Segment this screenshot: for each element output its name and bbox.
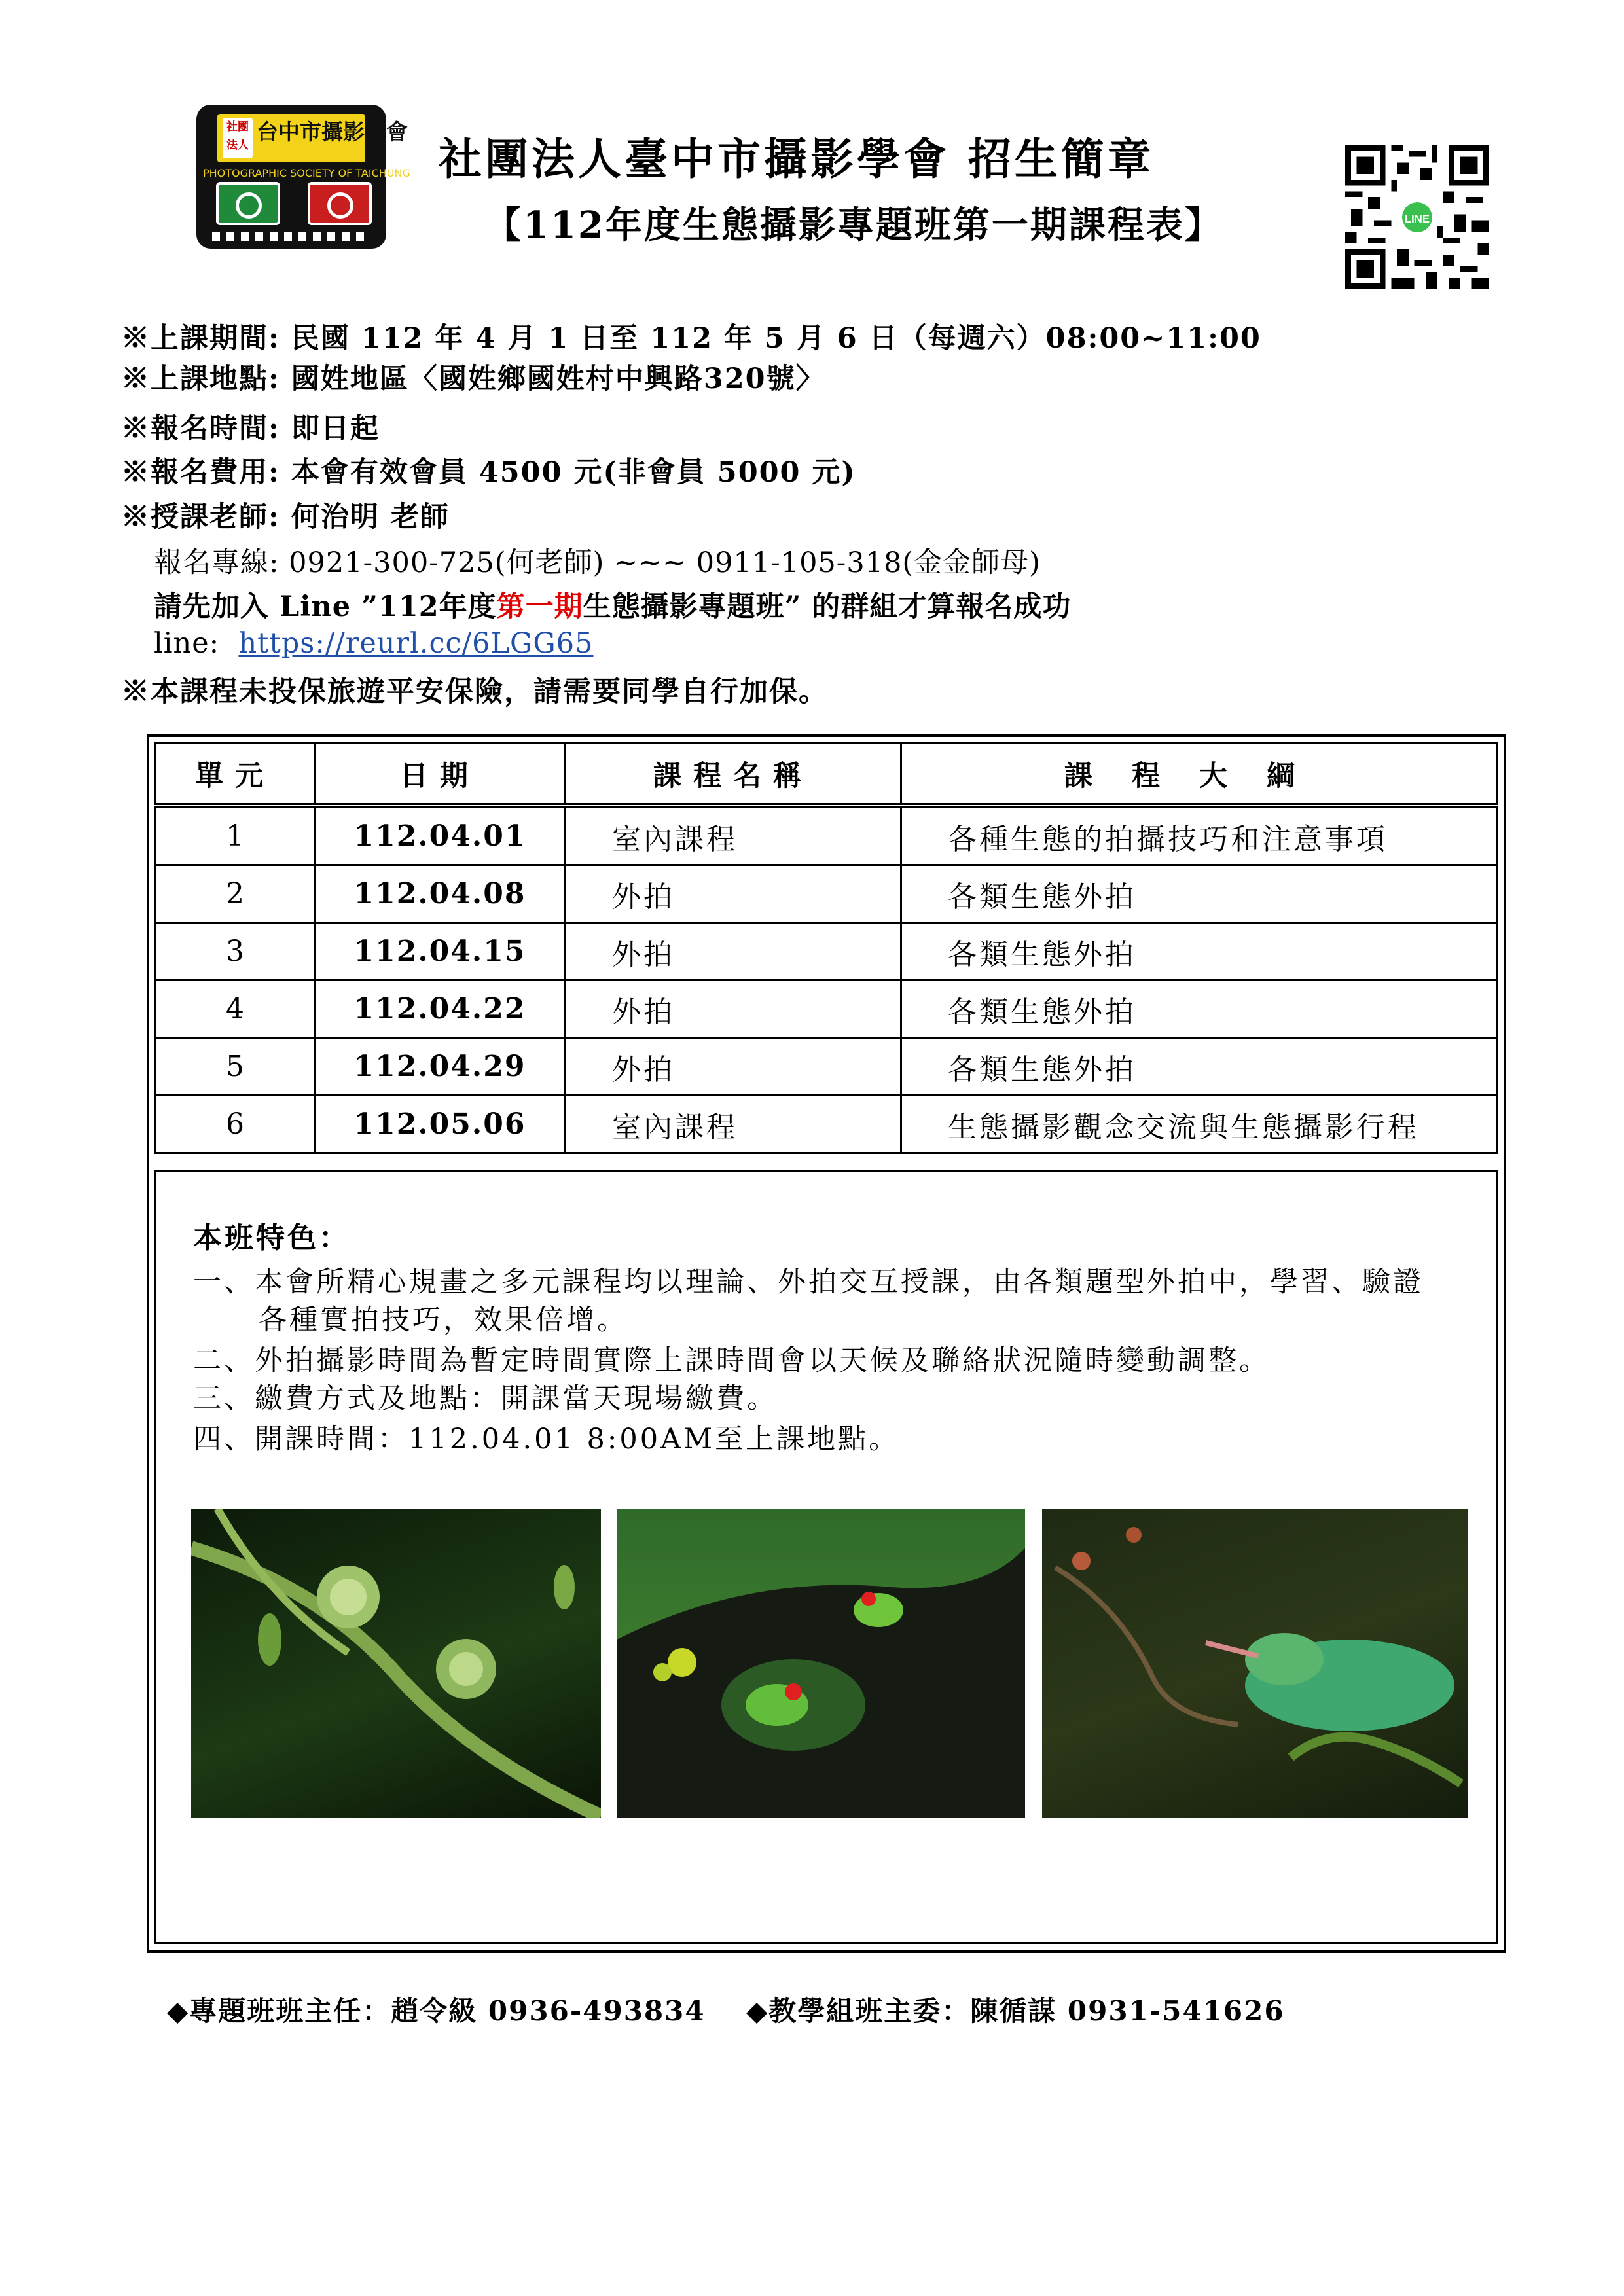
cell-date: 112.04.01	[315, 806, 566, 865]
logo-seal: 社團法人	[223, 118, 253, 158]
info-hotline: 報名專線: 0921-300-725(何老師) ~~~ 0911-105-318(金金師母)	[154, 547, 1041, 579]
info-line-link	[154, 627, 593, 660]
table-row	[156, 806, 1498, 865]
cell-course-name: 室內課程	[566, 1096, 901, 1153]
page-title: 社團法人臺中市攝影學會 招生簡章	[439, 134, 1154, 185]
cell-date: 112.05.06	[315, 1096, 566, 1153]
footer-teaching-chair: ◆教學組班主委：陳循謀 0931-541626	[746, 1995, 1285, 2027]
cell-unit: 4	[156, 980, 315, 1038]
feature-item-2: 二、外拍攝影時間為暫定時間實際上課時間會以天候及聯絡狀況隨時變動調整。	[193, 1344, 1270, 1377]
society-logo	[196, 105, 410, 249]
table-row	[156, 865, 1498, 923]
cell-outline: 各類生態外拍	[901, 923, 1498, 980]
feature-item-1: 一、本會所精心規畫之多元課程均以理論、外拍交互授課，由各類題型外拍中，學習、驗證	[193, 1266, 1424, 1299]
cell-course-name: 外拍	[566, 980, 901, 1038]
table-header-row	[156, 744, 1498, 806]
cell-outline: 生態攝影觀念交流與生態攝影行程	[901, 1096, 1498, 1153]
cell-unit: 5	[156, 1038, 315, 1096]
cell-unit: 2	[156, 865, 315, 923]
camera-icon	[216, 182, 280, 225]
table-row	[156, 1096, 1498, 1153]
logo-name-banner	[217, 114, 408, 162]
feature-item-4: 四、開課時間：112.04.01 8:00AM至上課地點。	[193, 1423, 900, 1456]
cell-date: 112.04.15	[315, 923, 566, 980]
line-label: line:	[154, 627, 220, 660]
cell-unit: 1	[156, 806, 315, 865]
qr-line-badge: LINE	[1404, 212, 1430, 225]
video-camera-icon	[308, 182, 372, 225]
page-subtitle: 【112年度生態攝影專題班第一期課程表】	[484, 204, 1223, 247]
photo-snails	[191, 1509, 601, 1818]
cell-outline: 各類生態外拍	[901, 980, 1498, 1038]
line-join-text-before: 請先加入 Line ”112年度	[154, 590, 497, 623]
features-title: 本班特色：	[193, 1221, 350, 1255]
cell-course-name: 室內課程	[566, 806, 901, 865]
info-location: ※上課地點: 國姓地區〈國姓鄉國姓村中興路320號〉	[121, 363, 825, 395]
table-row	[156, 923, 1498, 980]
cell-outline: 各類生態外拍	[901, 865, 1498, 923]
logo-name: 台中市攝影學會	[257, 119, 408, 145]
feature-item-3: 三、繳費方式及地點：開課當天現場繳費。	[193, 1382, 778, 1415]
info-signup-time: ※報名時間: 即日起	[121, 412, 380, 445]
line-url-link[interactable]: https://reurl.cc/6LGG65	[238, 627, 594, 660]
header-unit: 單元	[156, 744, 315, 806]
cell-unit: 6	[156, 1096, 315, 1153]
cell-date: 112.04.22	[315, 980, 566, 1038]
info-teacher: ※授課老師: 何治明 老師	[121, 501, 450, 533]
course-schedule-table	[154, 742, 1498, 1154]
info-period: ※上課期間: 民國 112 年 4 月 1 日至 112 年 5 月 6 日（每週六）08:00~11:00	[121, 322, 1261, 355]
logo-english: PHOTOGRAPHIC SOCIETY OF TAICHUNG	[203, 167, 410, 179]
info-line-join	[154, 584, 1071, 624]
cell-unit: 3	[156, 923, 315, 980]
info-insurance: ※本課程未投保旅遊平安保險，請需要同學自行加保。	[121, 675, 828, 708]
line-join-highlight: 第一期	[496, 590, 583, 623]
table-row	[156, 980, 1498, 1038]
film-strip-icon	[212, 232, 370, 241]
header-outline: 課程大綱	[901, 744, 1498, 806]
line-join-text-after: 生態攝影專題班” 的群組才算報名成功	[583, 590, 1072, 623]
cell-date: 112.04.08	[315, 865, 566, 923]
cell-outline: 各類生態外拍	[901, 1038, 1498, 1096]
cell-course-name: 外拍	[566, 865, 901, 923]
info-fee: ※報名費用: 本會有效會員 4500 元(非會員 5000 元)	[121, 456, 856, 489]
table-row	[156, 1038, 1498, 1096]
cell-course-name: 外拍	[566, 1038, 901, 1096]
photo-chameleon	[1042, 1509, 1468, 1818]
feature-item-1-cont: 各種實拍技巧，效果倍增。	[259, 1304, 628, 1336]
footer-director: ◆專題班班主任：趙令級 0936-493834	[167, 1995, 706, 2027]
cell-outline: 各種生態的拍攝技巧和注意事項	[901, 806, 1498, 865]
photo-frogs	[617, 1509, 1025, 1818]
cell-date: 112.04.29	[315, 1038, 566, 1096]
cell-course-name: 外拍	[566, 923, 901, 980]
header-date: 日期	[315, 744, 566, 806]
qr-code-icon[interactable]	[1345, 145, 1489, 289]
header-course-name: 課程名稱	[566, 744, 901, 806]
